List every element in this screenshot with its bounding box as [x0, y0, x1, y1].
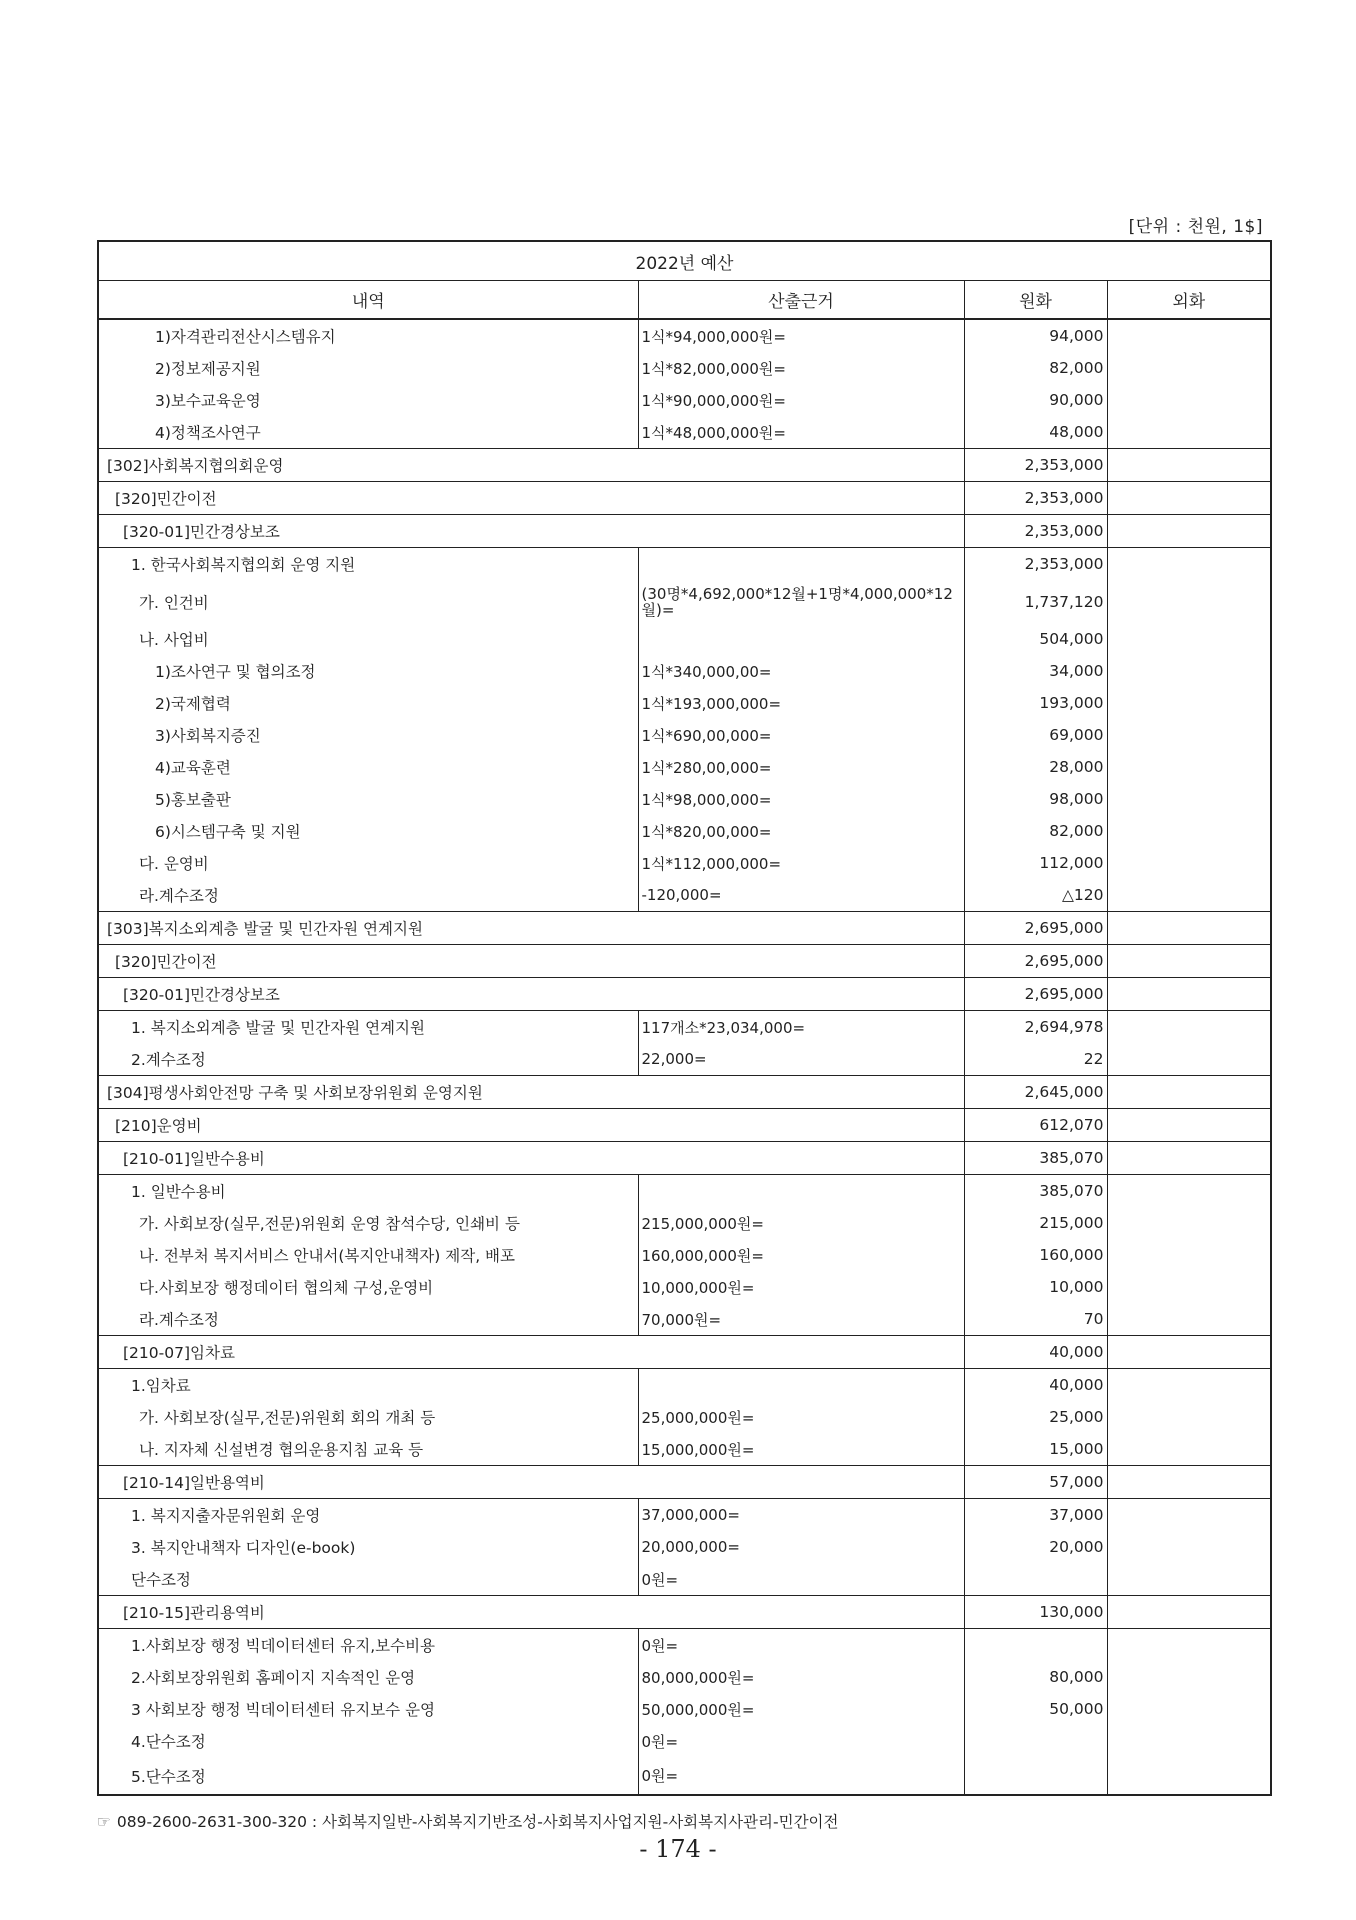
- table-row: [98, 815, 1271, 847]
- row-item: 라.계수조정: [98, 879, 638, 912]
- row-item: [210-01]일반수용비: [98, 1142, 964, 1175]
- row-item: 5)홍보출판: [98, 783, 638, 815]
- row-won: 2,694,978: [964, 1011, 1107, 1044]
- row-item: 1. 복지소외계층 발굴 및 민간자원 연계지원: [98, 1011, 638, 1044]
- table-row: [98, 1207, 1271, 1239]
- row-fx: [1107, 515, 1271, 548]
- table-row: [98, 623, 1271, 655]
- row-won: [964, 1629, 1107, 1662]
- row-basis: 1식*90,000,000원=: [638, 384, 964, 416]
- row-item: [210-07]임차료: [98, 1336, 964, 1369]
- row-item: 1)조사연구 및 협의조정: [98, 655, 638, 687]
- row-item: [320-01]민간경상보조: [98, 978, 964, 1011]
- table-row: [98, 1043, 1271, 1076]
- row-won: 48,000: [964, 416, 1107, 449]
- row-item: 2)국제협력: [98, 687, 638, 719]
- row-won: 80,000: [964, 1661, 1107, 1693]
- row-fx: [1107, 1466, 1271, 1499]
- row-item: 나. 지자체 신설변경 협의운용지침 교육 등: [98, 1433, 638, 1466]
- row-item: 3)보수교육운영: [98, 384, 638, 416]
- row-won: 504,000: [964, 623, 1107, 655]
- row-basis: 0원=: [638, 1563, 964, 1596]
- row-won: 34,000: [964, 655, 1107, 687]
- row-won: 2,645,000: [964, 1076, 1107, 1109]
- row-fx: [1107, 1239, 1271, 1271]
- row-item: 단수조정: [98, 1563, 638, 1596]
- table-row: [98, 1661, 1271, 1693]
- row-basis: [638, 1369, 964, 1402]
- table-row: [98, 719, 1271, 751]
- row-item: 1.임차료: [98, 1369, 638, 1402]
- row-fx: [1107, 623, 1271, 655]
- row-fx: [1107, 1661, 1271, 1693]
- row-won: 20,000: [964, 1531, 1107, 1563]
- table-row: [98, 783, 1271, 815]
- row-won: 70: [964, 1303, 1107, 1336]
- row-fx: [1107, 1596, 1271, 1629]
- budget-table: [97, 240, 1272, 1796]
- row-fx: [1107, 1336, 1271, 1369]
- row-fx: [1107, 1629, 1271, 1662]
- row-basis: 1식*280,00,000=: [638, 751, 964, 783]
- row-item: 나. 전부처 복지서비스 안내서(복지안내책자) 제작, 배포: [98, 1239, 638, 1271]
- row-won: [964, 1757, 1107, 1795]
- row-basis: 10,000,000원=: [638, 1271, 964, 1303]
- row-item: [320-01]민간경상보조: [98, 515, 964, 548]
- row-item: 3)사회복지증진: [98, 719, 638, 751]
- row-item: [210-15]관리용역비: [98, 1596, 964, 1629]
- row-fx: [1107, 1499, 1271, 1532]
- table-row: [98, 1109, 1271, 1142]
- row-basis: 160,000,000원=: [638, 1239, 964, 1271]
- row-basis: 1식*94,000,000원=: [638, 319, 964, 352]
- row-fx: [1107, 1303, 1271, 1336]
- row-item: 6)시스템구축 및 지원: [98, 815, 638, 847]
- row-fx: [1107, 1757, 1271, 1795]
- row-fx: [1107, 548, 1271, 581]
- row-item: 1. 일반수용비: [98, 1175, 638, 1208]
- row-won: 40,000: [964, 1336, 1107, 1369]
- row-won: 98,000: [964, 783, 1107, 815]
- col-header-basis: 산출근거: [638, 281, 964, 320]
- row-fx: [1107, 352, 1271, 384]
- row-fx: [1107, 1043, 1271, 1076]
- page-number: - 174 -: [639, 1835, 717, 1863]
- row-fx: [1107, 1369, 1271, 1402]
- table-row: [98, 655, 1271, 687]
- row-item: [210-14]일반용역비: [98, 1466, 964, 1499]
- row-basis: 0원=: [638, 1629, 964, 1662]
- table-row: [98, 1596, 1271, 1629]
- row-item: 5.단수조정: [98, 1757, 638, 1795]
- row-fx: [1107, 1433, 1271, 1466]
- table-row: [98, 1076, 1271, 1109]
- row-fx: [1107, 384, 1271, 416]
- row-won: 2,353,000: [964, 515, 1107, 548]
- row-basis: [638, 1175, 964, 1208]
- footnote: [97, 1810, 839, 1832]
- year-header-row: [98, 241, 1271, 281]
- table-row: [98, 384, 1271, 416]
- row-fx: [1107, 1142, 1271, 1175]
- table-row: [98, 1271, 1271, 1303]
- row-won: 15,000: [964, 1433, 1107, 1466]
- row-fx: [1107, 319, 1271, 352]
- table-row: [98, 687, 1271, 719]
- table-row: [98, 1433, 1271, 1466]
- table-row: [98, 1303, 1271, 1336]
- row-basis: [638, 623, 964, 655]
- col-header-won: 원화: [964, 281, 1107, 320]
- row-won: 2,695,000: [964, 945, 1107, 978]
- row-item: 1. 복지지출자문위원회 운영: [98, 1499, 638, 1532]
- row-fx: [1107, 912, 1271, 945]
- row-fx: [1107, 416, 1271, 449]
- table-row: [98, 515, 1271, 548]
- row-won: 160,000: [964, 1239, 1107, 1271]
- table-row: [98, 751, 1271, 783]
- row-fx: [1107, 1531, 1271, 1563]
- table-row: [98, 416, 1271, 449]
- row-won: [964, 1725, 1107, 1757]
- row-item: 다. 운영비: [98, 847, 638, 879]
- pointing-hand-icon: ☞: [97, 1813, 111, 1831]
- row-item: 2.계수조정: [98, 1043, 638, 1076]
- table-row: [98, 1693, 1271, 1725]
- row-won: 612,070: [964, 1109, 1107, 1142]
- row-basis: 1식*82,000,000원=: [638, 352, 964, 384]
- table-row: [98, 1563, 1271, 1596]
- row-fx: [1107, 815, 1271, 847]
- row-basis: 80,000,000원=: [638, 1661, 964, 1693]
- row-item: 가. 사회보장(실무,전문)위원회 운영 참석수당, 인쇄비 등: [98, 1207, 638, 1239]
- row-fx: [1107, 1175, 1271, 1208]
- row-fx: [1107, 482, 1271, 515]
- row-fx: [1107, 1563, 1271, 1596]
- row-item: 4)교육훈련: [98, 751, 638, 783]
- row-item: 나. 사업비: [98, 623, 638, 655]
- row-won: [964, 1563, 1107, 1596]
- col-header-fx: 외화: [1107, 281, 1271, 320]
- row-basis: 1식*48,000,000원=: [638, 416, 964, 449]
- table-row: [98, 482, 1271, 515]
- table-row: [98, 352, 1271, 384]
- table-row: [98, 319, 1271, 352]
- table-row: [98, 847, 1271, 879]
- col-header-item: 내역: [98, 281, 638, 320]
- table-row: [98, 1011, 1271, 1044]
- row-basis: 0원=: [638, 1725, 964, 1757]
- row-won: 2,695,000: [964, 978, 1107, 1011]
- row-basis: 117개소*23,034,000=: [638, 1011, 964, 1044]
- row-fx: [1107, 655, 1271, 687]
- row-won: 69,000: [964, 719, 1107, 751]
- row-won: 90,000: [964, 384, 1107, 416]
- row-basis: 70,000원=: [638, 1303, 964, 1336]
- row-fx: [1107, 1693, 1271, 1725]
- row-item: 1.사회보장 행정 빅데이터센터 유지,보수비용: [98, 1629, 638, 1662]
- row-item: 4.단수조정: [98, 1725, 638, 1757]
- table-row: [98, 1142, 1271, 1175]
- row-basis: 25,000,000원=: [638, 1401, 964, 1433]
- row-basis: 1식*340,000,00=: [638, 655, 964, 687]
- row-basis: [638, 548, 964, 581]
- row-won: 1,737,120: [964, 580, 1107, 623]
- row-basis: 50,000,000원=: [638, 1693, 964, 1725]
- row-basis: 1식*112,000,000=: [638, 847, 964, 879]
- row-fx: [1107, 945, 1271, 978]
- table-row: [98, 912, 1271, 945]
- row-won: 50,000: [964, 1693, 1107, 1725]
- budget-body: [98, 319, 1271, 1795]
- row-item: 1)자격관리전산시스템유지: [98, 319, 638, 352]
- table-row: [98, 978, 1271, 1011]
- table-row: [98, 1336, 1271, 1369]
- row-item: 2)정보제공지원: [98, 352, 638, 384]
- row-basis: (30명*4,692,000*12월+1명*4,000,000*12월)=: [638, 580, 964, 623]
- row-fx: [1107, 1207, 1271, 1239]
- row-fx: [1107, 879, 1271, 912]
- column-header-row: [98, 281, 1271, 320]
- row-item: 3. 복지안내책자 디자인(e-book): [98, 1531, 638, 1563]
- row-basis: 215,000,000원=: [638, 1207, 964, 1239]
- row-item: 가. 인건비: [98, 580, 638, 623]
- row-basis: 1식*193,000,000=: [638, 687, 964, 719]
- row-won: 37,000: [964, 1499, 1107, 1532]
- row-basis: 20,000,000=: [638, 1531, 964, 1563]
- row-fx: [1107, 751, 1271, 783]
- row-item: [320]민간이전: [98, 482, 964, 515]
- row-won: 28,000: [964, 751, 1107, 783]
- table-row: [98, 1725, 1271, 1757]
- table-row: [98, 1531, 1271, 1563]
- row-won: 193,000: [964, 687, 1107, 719]
- row-item: 라.계수조정: [98, 1303, 638, 1336]
- table-row: [98, 945, 1271, 978]
- year-title: 2022년 예산: [98, 241, 1271, 281]
- row-item: 다.사회보장 행정데이터 협의체 구성,운영비: [98, 1271, 638, 1303]
- row-won: 112,000: [964, 847, 1107, 879]
- row-basis: 15,000,000원=: [638, 1433, 964, 1466]
- row-won: 40,000: [964, 1369, 1107, 1402]
- row-won: 22: [964, 1043, 1107, 1076]
- row-fx: [1107, 783, 1271, 815]
- unit-label: [단위 : 천원, 1$]: [1128, 217, 1263, 237]
- table-row: [98, 449, 1271, 482]
- row-won: 94,000: [964, 319, 1107, 352]
- table-row: [98, 548, 1271, 581]
- row-basis: 37,000,000=: [638, 1499, 964, 1532]
- row-fx: [1107, 1271, 1271, 1303]
- row-item: [320]민간이전: [98, 945, 964, 978]
- table-row: [98, 1401, 1271, 1433]
- row-basis: 22,000=: [638, 1043, 964, 1076]
- table-row: [98, 580, 1271, 623]
- table-row: [98, 1757, 1271, 1795]
- table-row: [98, 1239, 1271, 1271]
- row-fx: [1107, 1011, 1271, 1044]
- row-won: 82,000: [964, 352, 1107, 384]
- row-item: 4)정책조사연구: [98, 416, 638, 449]
- row-won: 2,353,000: [964, 449, 1107, 482]
- row-basis: -120,000=: [638, 879, 964, 912]
- row-won: 130,000: [964, 1596, 1107, 1629]
- row-won: 10,000: [964, 1271, 1107, 1303]
- row-won: 2,353,000: [964, 548, 1107, 581]
- row-fx: [1107, 1725, 1271, 1757]
- row-fx: [1107, 1109, 1271, 1142]
- row-fx: [1107, 449, 1271, 482]
- row-won: 25,000: [964, 1401, 1107, 1433]
- row-basis: 1식*820,00,000=: [638, 815, 964, 847]
- row-item: 가. 사회보장(실무,전문)위원회 회의 개최 등: [98, 1401, 638, 1433]
- row-item: [303]복지소외계층 발굴 및 민간자원 연계지원: [98, 912, 964, 945]
- row-won: 57,000: [964, 1466, 1107, 1499]
- row-item: 1. 한국사회복지협의회 운영 지원: [98, 548, 638, 581]
- row-fx: [1107, 847, 1271, 879]
- row-won: 2,695,000: [964, 912, 1107, 945]
- row-item: [210]운영비: [98, 1109, 964, 1142]
- row-fx: [1107, 580, 1271, 623]
- row-item: 2.사회보장위원회 홈페이지 지속적인 운영: [98, 1661, 638, 1693]
- table-row: [98, 1175, 1271, 1208]
- footnote-text: 089-2600-2631-300-320 : 사회복지일반-사회복지기반조성-사회복지사업지원-사회복지사관리-민간이전: [116, 1813, 839, 1831]
- table-row: [98, 1466, 1271, 1499]
- row-won: 385,070: [964, 1175, 1107, 1208]
- row-item: 3 사회보장 행정 빅데이터센터 유지보수 운영: [98, 1693, 638, 1725]
- row-item: [302]사회복지협의회운영: [98, 449, 964, 482]
- row-basis: 1식*98,000,000=: [638, 783, 964, 815]
- row-fx: [1107, 719, 1271, 751]
- table-row: [98, 1499, 1271, 1532]
- row-won: 82,000: [964, 815, 1107, 847]
- row-won: △120: [964, 879, 1107, 912]
- row-fx: [1107, 687, 1271, 719]
- table-row: [98, 879, 1271, 912]
- row-fx: [1107, 978, 1271, 1011]
- row-basis: 1식*690,00,000=: [638, 719, 964, 751]
- row-fx: [1107, 1076, 1271, 1109]
- row-basis: 0원=: [638, 1757, 964, 1795]
- table-row: [98, 1629, 1271, 1662]
- row-item: [304]평생사회안전망 구축 및 사회보장위원회 운영지원: [98, 1076, 964, 1109]
- row-fx: [1107, 1401, 1271, 1433]
- row-won: 2,353,000: [964, 482, 1107, 515]
- row-won: 215,000: [964, 1207, 1107, 1239]
- table-row: [98, 1369, 1271, 1402]
- row-won: 385,070: [964, 1142, 1107, 1175]
